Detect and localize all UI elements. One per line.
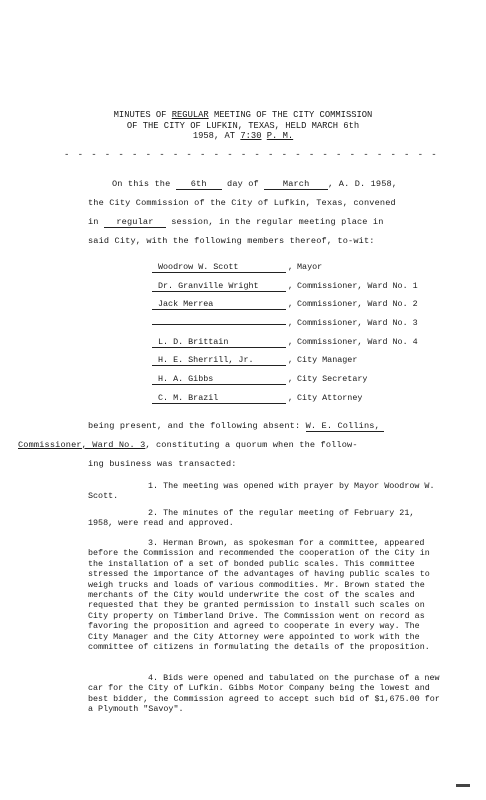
absent-member: W. E. Collins, <box>306 421 384 432</box>
meeting-time: 7:30 <box>240 131 262 142</box>
scan-mark <box>456 784 470 787</box>
minutes-item: 4. Bids were opened and tabulated on the purchase of a new car for the City of Lufkin. Gibbs Motor Company being the lowest and best bidder, the Commission agreed to accept such bid of $1,675.00 for a Plymouth "Savoy". <box>88 673 440 715</box>
member-role: City Secretary <box>297 374 368 384</box>
session-type: regular <box>104 217 166 228</box>
quorum-line-2: Commissioner, Ward No. 3, constituting a quorum when the follow- <box>18 440 358 450</box>
opening-line-1: On this the 6th day of March , A. D. 1958, <box>112 179 398 189</box>
member-row: , Commissioner, Ward No. 3 <box>152 318 418 328</box>
member-role: Commissioner, Ward No. 1 <box>297 281 418 291</box>
member-row: Jack Merrea , Commissioner, Ward No. 2 <box>152 299 418 310</box>
minutes-item: 3. Herman Brown, as spokesman for a committee, appeared before the Commission and recommended the cooperation of the City in the installation of a set of bonded public scales. This committee stressed the importance of the advantages of having public scales to weigh trucks and loads of various commodities. Mr. Brown stated the merchants of the City would underwrite the cost of the scales and requested that they be granted permission to install such scales on City property on Timberland Drive. The Commission went on record as favoring the proposition and agreed to cooperate in every way. The City Manager and the City Attorney were appointed to work with the committee of citizens in formulating the details of the proposition. <box>88 538 430 653</box>
member-name: L. D. Brittain <box>152 337 286 348</box>
member-name: Dr. Granville Wright <box>152 281 286 292</box>
member-row: C. M. Brazil , City Attorney <box>152 393 362 404</box>
opening-line-4: said City, with the following members thereof, to-wit: <box>88 236 375 246</box>
minutes-item: 1. The meeting was opened with prayer by Mayor Woodrow W. Scott. <box>88 481 435 502</box>
meeting-day: 6th <box>176 179 222 190</box>
opening-line-2: the City Commission of the City of Lufkin, Texas, convened <box>88 198 396 208</box>
minutes-item: 2. The minutes of the regular meeting of February 21, 1958, were read and approved. <box>88 508 415 529</box>
member-name: H. A. Gibbs <box>152 374 286 385</box>
member-role: Commissioner, Ward No. 4 <box>297 337 418 347</box>
member-role: Mayor <box>297 262 323 272</box>
title-line-2: OF THE CITY OF LUFKIN, TEXAS, HELD MARCH 6th <box>126 120 360 131</box>
title-divider: - - - - - - - - - - - - - - - - - - - - - - - - - - - - <box>64 150 439 160</box>
member-row: H. E. Sherrill, Jr. , City Manager <box>152 355 357 366</box>
meeting-ampm: P. M. <box>266 131 294 142</box>
document-title <box>0 110 486 142</box>
meeting-type: REGULAR <box>171 110 209 120</box>
member-row: Woodrow W. Scott , Mayor <box>152 262 322 273</box>
member-name <box>152 324 286 325</box>
member-role: City Manager <box>297 355 358 365</box>
title-line-3: 1958, AT 7:30 P. M. <box>192 131 294 142</box>
title-line-1: MINUTES OF REGULAR MEETING OF THE CITY COMMISSION <box>113 110 373 120</box>
member-name: C. M. Brazil <box>152 393 286 404</box>
member-row: L. D. Brittain , Commissioner, Ward No. 4 <box>152 337 418 348</box>
member-role: City Attorney <box>297 393 363 403</box>
member-name: Woodrow W. Scott <box>152 262 286 273</box>
member-role: Commissioner, Ward No. 2 <box>297 299 418 309</box>
member-name: Jack Merrea <box>152 299 286 310</box>
opening-line-3: in regular session, in the regular meeting place in <box>88 217 384 227</box>
member-role: Commissioner, Ward No. 3 <box>297 318 418 328</box>
quorum-line-3: ing business was transacted: <box>88 459 237 469</box>
absent-member-role: Commissioner, Ward No. 3 <box>18 440 146 450</box>
meeting-month: March <box>264 179 328 190</box>
member-row: H. A. Gibbs , City Secretary <box>152 374 367 385</box>
member-name: H. E. Sherrill, Jr. <box>152 355 286 366</box>
member-row: Dr. Granville Wright , Commissioner, Ward No. 1 <box>152 281 418 292</box>
quorum-line-1: being present, and the following absent: W. E. Collins, <box>88 421 384 432</box>
